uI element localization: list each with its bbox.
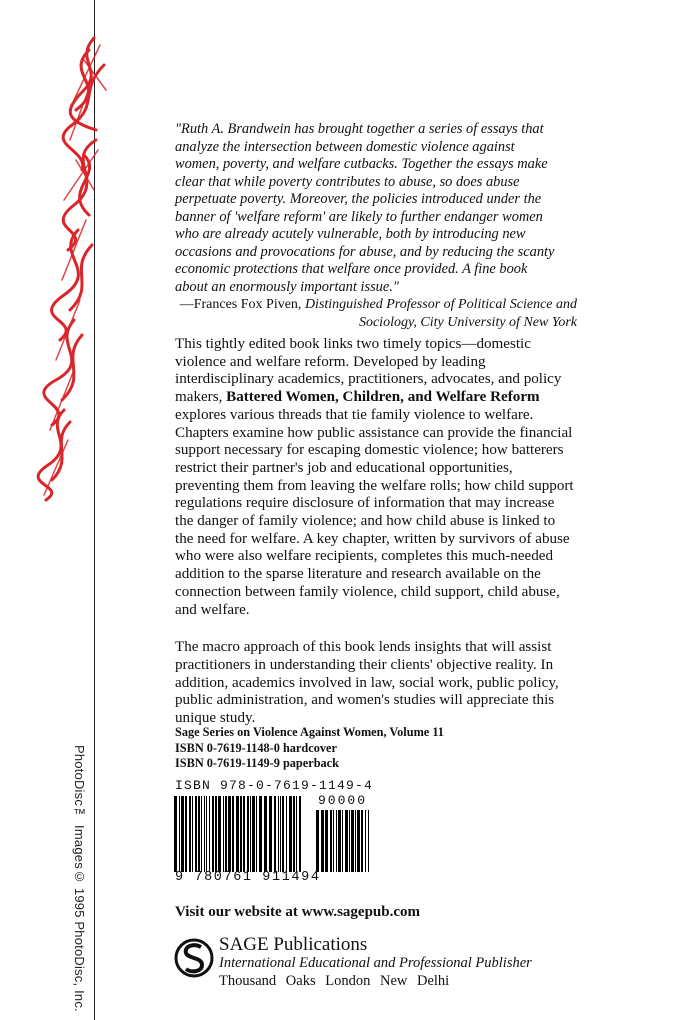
barcode-bar: [223, 796, 224, 872]
barcode-bar: [209, 796, 210, 872]
description-line: the need for welfare. A key chapter, written by survivors of abuse: [175, 530, 570, 547]
quote-line: clear that while poverty contributes to abuse, so does abuse: [175, 173, 520, 190]
quote-author-affiliation: Sociology, City University of New York: [358, 314, 577, 330]
barcode-bar: [321, 810, 324, 872]
barcode-bar: [293, 796, 295, 872]
barcode-bar: [286, 796, 287, 872]
barcode-bar: [181, 796, 184, 872]
barcode-bar: [342, 810, 343, 872]
barcode-bar: [325, 810, 328, 872]
barcode-bar: [198, 796, 200, 872]
description-line: restrict their partner's job and educational opportunities,: [175, 459, 513, 476]
quote-line: perpetuate poverty. Moreover, the policies introduced under the: [175, 191, 542, 207]
description-line: unique study.: [175, 710, 256, 727]
barcode-bar: [351, 810, 354, 872]
quote-line: banner of 'welfare reform' are likely to further endanger women: [175, 208, 543, 225]
description-line: addition to the sparse literature and research available on the: [175, 566, 541, 583]
barcode-bar: [368, 810, 369, 872]
publisher-tagline: International Educational and Professional Publisher: [219, 955, 532, 971]
barcode-bar: [228, 796, 231, 872]
description-line: regulations require disclosure of information that may increase: [175, 495, 555, 512]
barcode-bar: [365, 810, 366, 872]
barcode-bar: [355, 810, 356, 872]
publisher-name: SAGE Publications: [219, 934, 368, 955]
barcode-bar: [236, 796, 239, 872]
barcode-bar: [201, 796, 202, 872]
barcode-bar: [316, 810, 319, 872]
description-line: support necessary for escaping domestic violence; how batterers: [175, 442, 564, 459]
barcode-bar: [252, 796, 255, 872]
barcode-price-code: 90000: [318, 793, 368, 808]
quote-line: women, poverty, and welfare cutbacks. Together the essays make: [175, 156, 548, 172]
barcode-ean-number: 9 780761 911494: [175, 870, 321, 885]
barcode-bar: [215, 796, 217, 872]
description-line: makers,: [175, 389, 227, 406]
barcode-bar: [259, 796, 262, 872]
barcode-bar: [274, 796, 276, 872]
barcode-bar: [243, 796, 245, 872]
barcode-bar: [204, 796, 205, 872]
barcode-bar: [289, 796, 292, 872]
barcode-bar: [280, 796, 281, 872]
isbn-hardcover: ISBN 0-7619-1148-0 hardcover: [175, 740, 337, 755]
barcode-bar: [299, 796, 301, 872]
series-name: Sage Series on Violence Against Women, Volume 11: [175, 725, 444, 739]
barcode-bar: [189, 796, 191, 872]
publisher-cities: Thousand Oaks London New Delhi: [219, 973, 450, 989]
description-line: who were also welfare recipients, completes this much-needed: [175, 548, 554, 565]
barcode-bar: [269, 796, 272, 872]
barcode-isbn-label: ISBN 978-0-7619-1149-4: [175, 778, 374, 793]
description-line: the danger of family violence; and how child abuse is linked to: [175, 513, 556, 530]
quote-author: —Frances Fox Piven,: [179, 297, 305, 312]
barcode-bar: [357, 810, 360, 872]
barcode-bar: [232, 796, 234, 872]
barcode-bar: [247, 796, 249, 872]
isbn-paperback: ISBN 0-7619-1149-9 paperback: [175, 756, 339, 770]
description-line: public administration, and women's studies will appreciate this: [175, 692, 555, 709]
quote-author-title: Distinguished Professor of Political Science and: [304, 297, 577, 312]
description-line: and welfare.: [175, 601, 250, 618]
barcode-bar: [349, 810, 350, 872]
barcode-bar: [225, 796, 227, 872]
barcode-bar: [330, 810, 332, 872]
description-line: interdisciplinary academics, practitioners, advocates, and policy: [175, 371, 562, 388]
barcode-bar: [345, 810, 348, 872]
sage-logo-icon: [174, 935, 214, 981]
description-line: explores various threads that tie family violence to welfare.: [175, 406, 534, 423]
barcode-bar: [174, 796, 177, 872]
quote-line: who are already acutely vulnerable, both by introducing new: [175, 226, 526, 242]
barcode-bar: [192, 796, 193, 872]
barcode-bar: [338, 810, 341, 872]
quote-line: analyze the intersection between domestic violence against: [175, 138, 515, 155]
description-paragraph-2: [175, 639, 583, 728]
barcode-bar: [195, 796, 197, 872]
quote-line: economic protections that welfare once provided. A fine book: [175, 261, 528, 277]
description-line: Chapters examine how public assistance can provide the financial: [175, 424, 573, 441]
barcode-bar: [179, 796, 180, 872]
barcode-bar: [282, 796, 284, 872]
book-description: [175, 336, 583, 748]
barcode-bar: [256, 796, 257, 872]
quote-attribution: [175, 296, 585, 314]
description-line: violence and welfare reform. Developed by leading: [175, 353, 486, 370]
quote-line: "Ruth A. Brandwein has brought together a series of essays that: [175, 121, 544, 137]
red-scribble-artwork: [34, 30, 124, 510]
barcode-bar: [333, 810, 334, 872]
book-title: Battered Women, Children, and Welfare Reform: [226, 389, 540, 406]
website-url: Visit our website at www.sagepub.com: [175, 904, 421, 920]
quote-attribution-line2: [175, 314, 585, 332]
barcode-bar: [361, 810, 363, 872]
description-line: This tightly edited book links two timely topics—domestic: [175, 336, 531, 352]
description-line: practitioners in understanding their clients' objective reality. In: [175, 656, 554, 673]
barcode-bar: [212, 796, 214, 872]
description-line: addition, academics involved in law, social work, public policy,: [175, 674, 559, 691]
quote-line: about an enormously important issue.": [175, 278, 399, 295]
description-line: The macro approach of this book lends insights that will assist: [175, 639, 552, 656]
barcode-bar: [296, 796, 297, 872]
barcode-bar: [185, 796, 187, 872]
series-info: [175, 725, 575, 772]
barcode-bar: [264, 796, 267, 872]
barcode-bar: [278, 796, 279, 872]
barcode-bar: [240, 796, 242, 872]
description-paragraph-1: [175, 336, 583, 619]
endorsement-quote: [175, 121, 585, 331]
quote-line: occasions and provocations for abuse, and by reducing the scanty: [175, 243, 555, 260]
photo-credit: PhotoDisc™ Images© 1995 PhotoDisc, Inc.: [72, 745, 87, 1012]
barcode-bar: [218, 796, 221, 872]
description-line: preventing them from leaving the welfare rolls; how child support: [175, 477, 574, 494]
description-line: connection between family violence, child support, child abuse,: [175, 583, 560, 600]
barcode-bar: [206, 796, 207, 872]
barcode-bar: [336, 810, 337, 872]
barcode-bar: [250, 796, 251, 872]
